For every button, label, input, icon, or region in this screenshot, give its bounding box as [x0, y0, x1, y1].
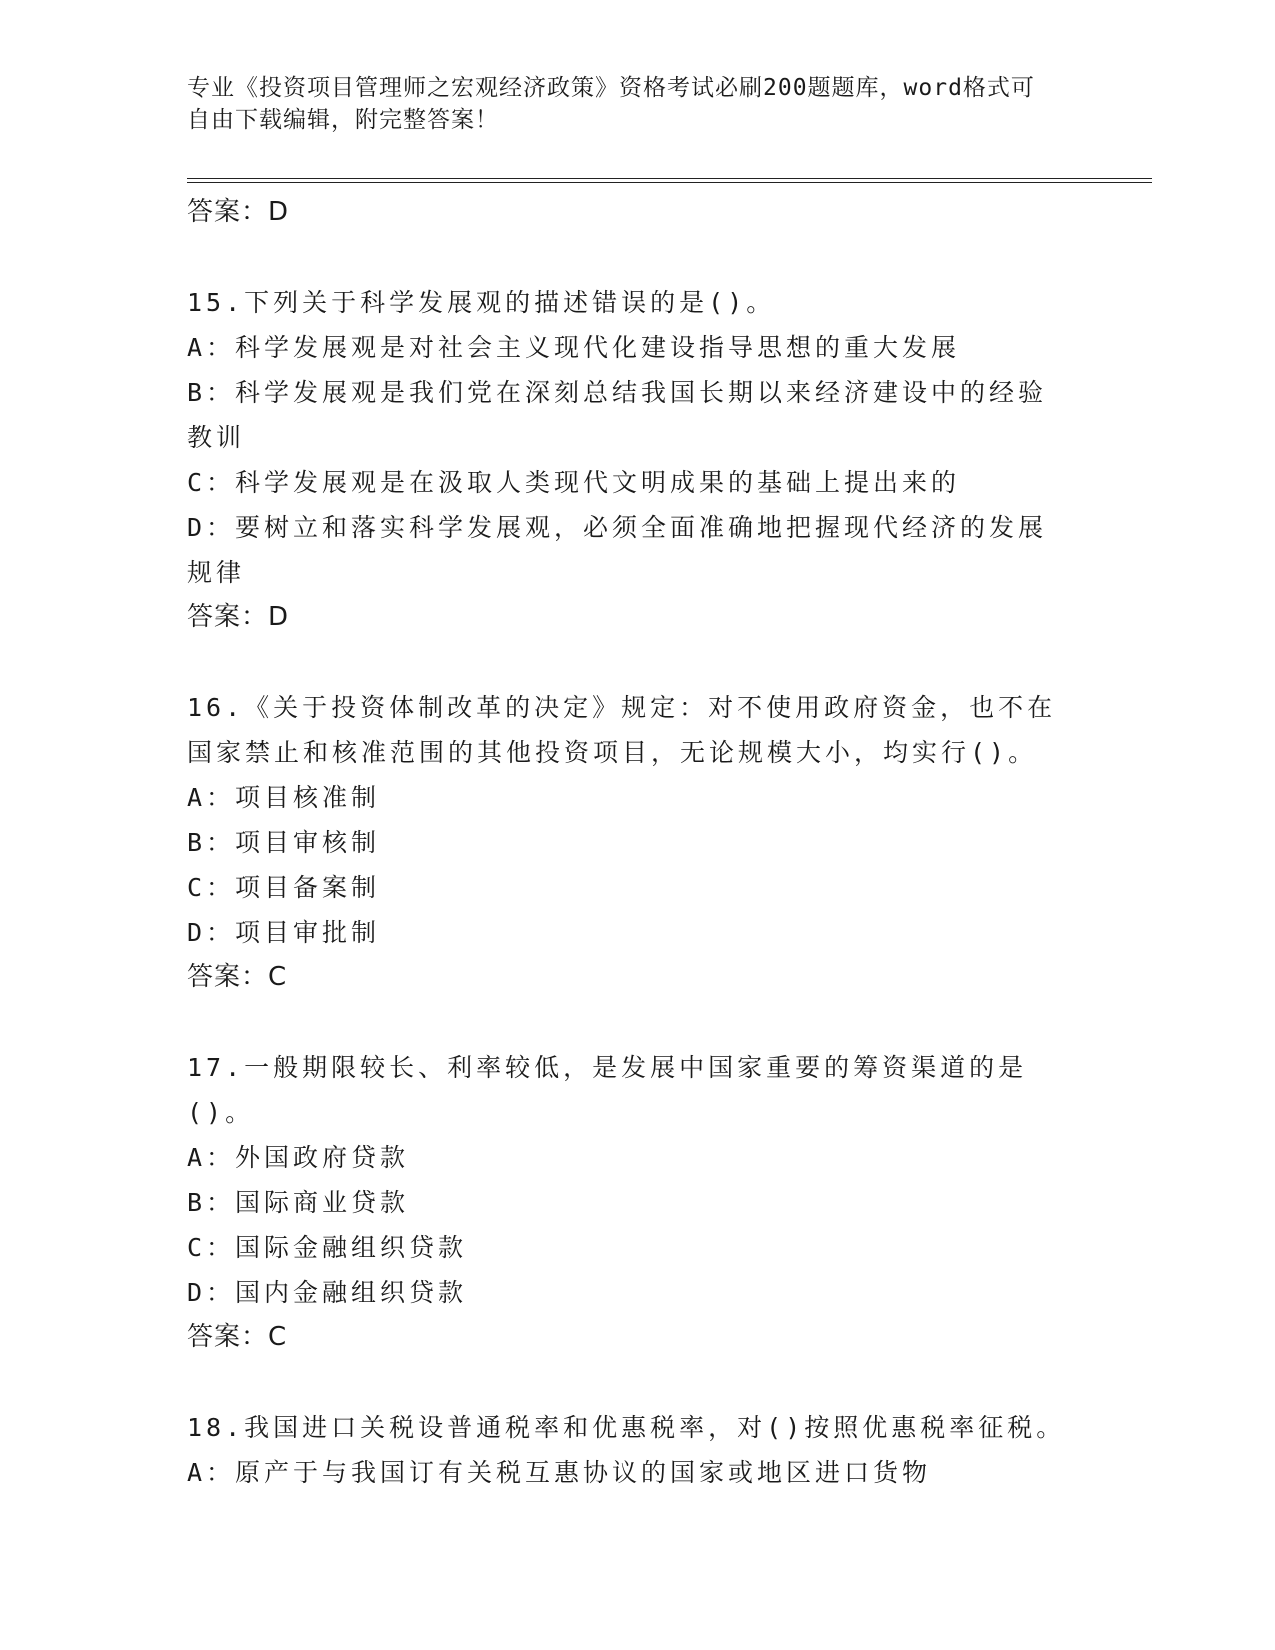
question-17-option-c: C：国际金融组织贷款	[187, 1233, 468, 1262]
question-18-text: 18.我国进口关税设普通税率和优惠税率，对()按照优惠税率征税。	[187, 1413, 1066, 1442]
spacer	[187, 235, 1067, 280]
spacer	[187, 640, 1067, 685]
question-17-text: 17.一般期限较长、利率较低，是发展中国家重要的筹资渠道的是()。	[187, 1053, 1028, 1127]
question-15-option-d: D：要树立和落实科学发展观，必须全面准确地把握现代经济的发展规律	[187, 513, 1048, 587]
question-17-option-d: D：国内金融组织贷款	[187, 1278, 468, 1307]
header-line-1: 专业《投资项目管理师之宏观经济政策》资格考试必刷200题题库，word格式可	[187, 75, 1035, 101]
question-15-option-b: B：科学发展观是我们党在深刻总结我国长期以来经济建设中的经验教训	[187, 378, 1048, 452]
question-16-text: 16.《关于投资体制改革的决定》规定：对不使用政府资金，也不在国家禁止和核准范围的其他投资项目，无论规模大小，均实行()。	[187, 693, 1057, 767]
question-16	[187, 685, 1067, 1000]
answer-previous: 答案：D	[187, 197, 290, 227]
question-15	[187, 280, 1067, 640]
spacer	[187, 1360, 1067, 1405]
question-17-option-a: A：外国政府贷款	[187, 1143, 410, 1172]
question-16-option-c: C：项目备案制	[187, 873, 381, 902]
question-18-option-a: A：原产于与我国订有关税互惠协议的国家或地区进口货物	[187, 1458, 932, 1487]
question-15-answer: 答案：D	[187, 602, 290, 632]
question-15-option-a: A：科学发展观是对社会主义现代化建设指导思想的重大发展	[187, 333, 961, 362]
question-16-option-d: D：项目审批制	[187, 918, 381, 947]
question-15-option-c: C：科学发展观是在汲取人类现代文明成果的基础上提出来的	[187, 468, 961, 497]
question-17-answer: 答案：C	[187, 1322, 288, 1352]
question-15-text: 15.下列关于科学发展观的描述错误的是()。	[187, 288, 776, 317]
question-17-option-b: B：国际商业贷款	[187, 1188, 410, 1217]
question-17	[187, 1045, 1067, 1360]
question-18	[187, 1405, 1067, 1495]
header-divider	[187, 178, 1152, 183]
question-16-answer: 答案：C	[187, 962, 288, 992]
spacer	[187, 1000, 1067, 1045]
question-16-option-a: A：项目核准制	[187, 783, 381, 812]
document-header	[187, 72, 1067, 136]
question-list	[187, 190, 1067, 1495]
question-16-option-b: B：项目审核制	[187, 828, 381, 857]
header-line-2: 自由下载编辑，附完整答案！	[187, 107, 499, 133]
